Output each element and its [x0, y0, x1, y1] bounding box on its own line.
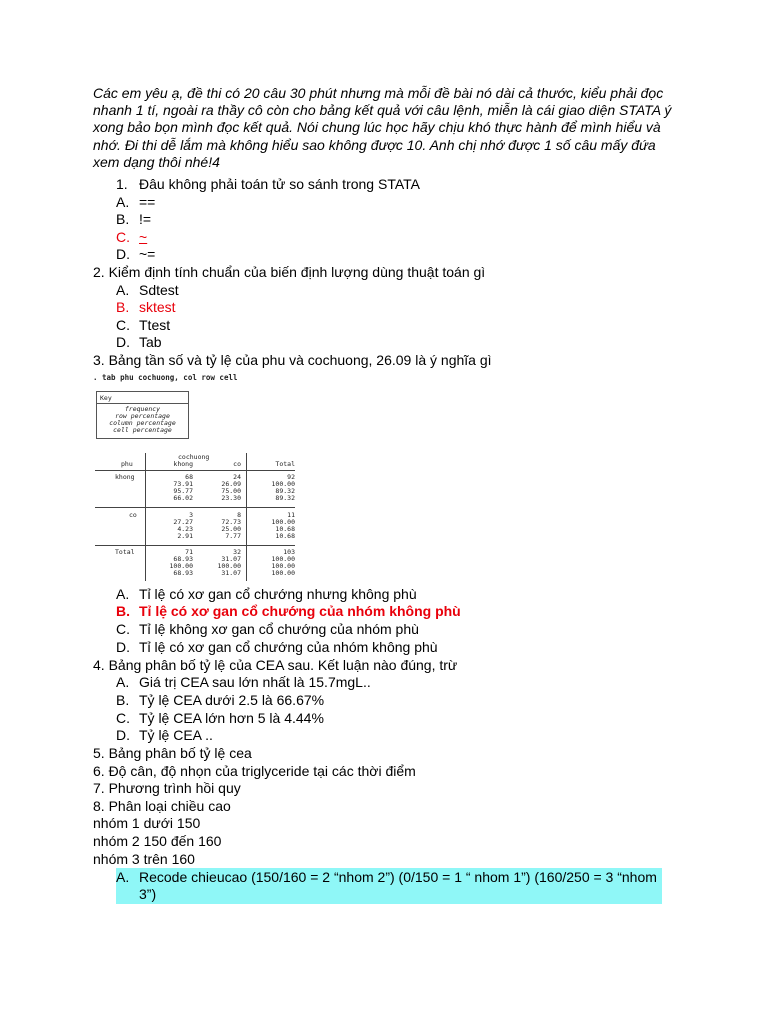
stata-output — [93, 373, 343, 583]
stata-key-item: column percentage — [109, 419, 176, 427]
question-2-text: 2. Kiểm định tính chuẩn của biến định lượng dùng thuật toán gì — [93, 264, 486, 280]
stata-cell: 25.00 — [221, 525, 241, 533]
q1-option-b-letter: B. — [116, 211, 130, 227]
q3-option-d-letter: D. — [116, 639, 130, 655]
stata-cell: 4.23 — [177, 525, 193, 533]
stata-key-separator — [97, 403, 188, 404]
q2-option-a-letter: A. — [116, 282, 130, 298]
question-7-text: 7. Phương trình hồi quy — [93, 780, 241, 796]
stata-cell: 23.30 — [221, 494, 241, 502]
stata-key-label: Key — [100, 394, 112, 402]
stata-cell: 68.93 — [173, 569, 193, 577]
stata-cell: 95.77 — [173, 487, 193, 495]
q2-option-d-letter: D. — [116, 334, 130, 350]
question-3-text: 3. Bảng tần số và tỷ lệ của phu và cochuong, 26.09 là ý nghĩa gì — [93, 352, 492, 368]
q3-option-c-letter: C. — [116, 621, 130, 637]
q3-option-a-letter: A. — [116, 586, 130, 602]
stata-row-label-co: co — [129, 511, 137, 519]
q4-option-d-text: Tỷ lệ CEA .. — [139, 727, 213, 743]
stata-cell: 100.00 — [271, 518, 295, 526]
stata-cell: 71 — [185, 548, 193, 556]
stata-cell: 100.00 — [271, 555, 295, 563]
stata-cell: 10.68 — [275, 532, 295, 540]
stata-cell: 26.09 — [221, 480, 241, 488]
stata-key-item: frequency — [124, 405, 161, 413]
stata-cell: 100.00 — [271, 569, 295, 577]
q2-option-c-text: Ttest — [139, 317, 171, 333]
q4-option-b-text: Tỷ lệ CEA dưới 2.5 là 66.67% — [139, 692, 325, 708]
stata-cell: 103 — [283, 548, 295, 556]
stata-cell: 27.27 — [173, 518, 193, 526]
q8-group-1: nhóm 1 dưới 150 — [93, 815, 201, 831]
q1-option-c-letter: C. — [116, 229, 130, 245]
stata-cell: 8 — [237, 511, 241, 519]
q2-option-d-text: Tab — [139, 334, 162, 350]
q2-option-a-text: Sdtest — [139, 282, 179, 298]
q2-option-b-letter: B. — [116, 299, 130, 315]
q8-answer-text-continued: 3”) — [139, 886, 157, 902]
stata-key-item: cell percentage — [113, 426, 172, 434]
stata-header-khong: khong — [173, 460, 193, 468]
stata-row-label-khong: khong — [115, 473, 135, 481]
q8-answer-text: Recode chieucao (150/160 = 2 “nhom 2”) (0/150 = 1 “ nhom 1”) (160/250 = 3 “nhom — [139, 869, 657, 885]
question-1-number: 1. — [116, 176, 128, 192]
stata-col-var: cochuong — [178, 453, 210, 461]
q3-option-b-text: Tỉ lệ có xơ gan cổ chướng của nhóm không phù — [139, 603, 461, 619]
stata-cell: 68 — [185, 473, 193, 481]
q1-option-d-text: ~= — [139, 246, 156, 262]
q4-option-b-letter: B. — [116, 692, 130, 708]
intro-paragraph: Các em yêu ạ, đề thi có 20 câu 30 phút nhưng mà mỗi đề bài nó dài cả thước, kiểu phải đọc nhanh 1 tí, ngoài ra thầy cô còn cho bảng kết quả với câu lệnh, miễn là cái giao diện STATA ý xong bảo bọn mình đọc kết quả. Nói chung lúc học hãy chịu khó thực hành để mình hiểu và nhớ. Đi thi dễ lắm mà không hiểu sao không được 10. Anh chị nhớ được 1 số câu mấy đứa xem dạng thôi nhé!4 — [93, 85, 672, 170]
q3-option-a-text: Tỉ lệ có xơ gan cổ chướng nhưng không phù — [139, 586, 417, 602]
stata-total-divider — [246, 453, 247, 581]
q1-option-a-text: == — [139, 194, 156, 210]
q8-answer-letter: A. — [116, 869, 130, 885]
stata-cell: 3 — [189, 511, 193, 519]
stata-cell: 66.02 — [173, 494, 193, 502]
stata-key-item: row percentage — [115, 412, 170, 420]
q1-option-d-letter: D. — [116, 246, 130, 262]
q8-group-3: nhóm 3 trên 160 — [93, 851, 195, 867]
q3-option-c-text: Tỉ lệ không xơ gan cổ chướng của nhóm phù — [139, 621, 419, 637]
stata-cell: 32 — [233, 548, 241, 556]
stata-cell: 2.91 — [177, 532, 193, 540]
stata-cell: 24 — [233, 473, 241, 481]
stata-header-total: Total — [275, 460, 295, 468]
stata-cell: 100.00 — [271, 562, 295, 570]
stata-cell: 100.00 — [271, 480, 295, 488]
stata-command: . tab phu cochuong, col row cell — [93, 373, 238, 382]
stata-cell: 68.93 — [173, 555, 193, 563]
stata-row-rule — [95, 507, 295, 508]
q4-option-a-text: Giá trị CEA sau lớn nhất là 15.7mgL.. — [139, 674, 371, 690]
q4-option-c-text: Tỷ lệ CEA lớn hơn 5 là 4.44% — [139, 710, 324, 726]
stata-cell: 72.73 — [221, 518, 241, 526]
q3-option-b-letter: B. — [116, 603, 130, 619]
stata-cell: 7.77 — [225, 532, 241, 540]
stata-key-box — [96, 391, 189, 439]
q1-option-c-text: ~ — [139, 229, 148, 245]
stata-cell: 89.32 — [275, 487, 295, 495]
question-5-text: 5. Bảng phân bố tỷ lệ cea — [93, 745, 252, 761]
q2-option-c-letter: C. — [116, 317, 130, 333]
question-4-text: 4. Bảng phân bố tỷ lệ của CEA sau. Kết luận nào đúng, trừ — [93, 657, 458, 673]
q4-option-a-letter: A. — [116, 674, 130, 690]
stata-header-rule — [95, 470, 295, 471]
stata-row-label-total: Total — [115, 548, 135, 556]
question-6-text: 6. Độ cân, độ nhọn của triglyceride tại các thời điểm — [93, 763, 416, 779]
q3-option-d-text: Tỉ lệ có xơ gan cổ chướng của nhóm không phù — [139, 639, 438, 655]
stata-cell: 100.00 — [169, 562, 193, 570]
q1-option-b-text: != — [139, 211, 152, 227]
stata-cell: 31.07 — [221, 555, 241, 563]
stata-cell: 100.00 — [217, 562, 241, 570]
stata-row-rule — [95, 545, 295, 546]
q4-option-c-letter: C. — [116, 710, 130, 726]
stata-row-label-divider — [145, 453, 146, 581]
stata-cell: 31.07 — [221, 569, 241, 577]
stata-row-var: phu — [121, 460, 133, 468]
stata-cell: 92 — [287, 473, 295, 481]
question-1-text: Đâu không phải toán tử so sánh trong STATA — [139, 176, 420, 192]
question-8-text: 8. Phân loại chiều cao — [93, 798, 231, 814]
q8-group-2: nhóm 2 150 đến 160 — [93, 833, 222, 849]
stata-cell: 10.68 — [275, 525, 295, 533]
stata-cell: 73.91 — [173, 480, 193, 488]
stata-cell: 75.00 — [221, 487, 241, 495]
stata-header-co: co — [233, 460, 241, 468]
stata-cell: 89.32 — [275, 494, 295, 502]
q1-option-a-letter: A. — [116, 194, 130, 210]
stata-cell: 11 — [287, 511, 295, 519]
q4-option-d-letter: D. — [116, 727, 130, 743]
q2-option-b-text: sktest — [139, 299, 176, 315]
